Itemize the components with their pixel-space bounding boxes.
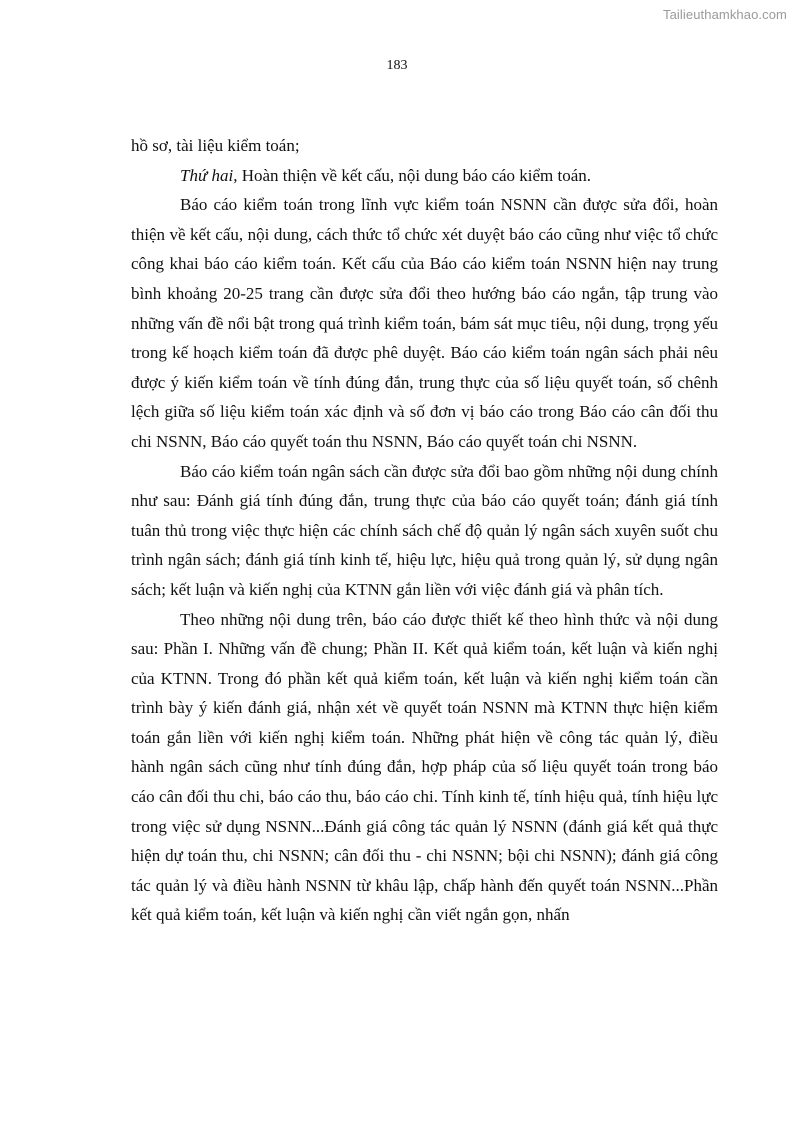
paragraph-continuation: hồ sơ, tài liệu kiểm toán;: [131, 136, 300, 155]
paragraph-lead-italic: Thứ hai,: [180, 165, 238, 185]
page-number: 183: [386, 58, 408, 73]
site-watermark: Tailieuthamkhao.com: [662, 7, 787, 22]
paragraph-heading-text: Hoàn thiện về kết cấu, nội dung báo cáo kiểm toán.: [237, 165, 592, 185]
paragraph-second-heading: [131, 161, 718, 191]
paragraph-audit-report-structure: Báo cáo kiểm toán trong lĩnh vực kiểm toán NSNN cần được sửa đổi, hoàn thiện về kết cấu, nội dung, cách thức tổ chức xét duyệt báo cáo cũng như việc tổ chức công khai báo cáo kiểm toán. Kết cấu của Báo cáo kiểm toán NSNN hiện nay trung bình khoảng 20-25 trang cần được sửa đổi theo hướng báo cáo ngắn, tập trung vào những vấn đề nổi bật trong quá trình kiểm toán, bám sát mục tiêu, nội dung, trọng yếu trong kế hoạch kiểm toán đã được phê duyệt. Báo cáo kiểm toán ngân sách phải nêu được ý kiến kiểm toán về tính đúng đắn, trung thực của số liệu quyết toán, số chênh lệch giữa số liệu kiểm toán xác định và số đơn vị báo cáo trong Báo cáo cân đối thu chi NSNN, Báo cáo quyết toán thu NSNN, Báo cáo quyết toán chi NSNN.: [131, 195, 718, 451]
paragraph-audit-report-contents: Báo cáo kiểm toán ngân sách cần được sửa đổi bao gồm những nội dung chính như sau: Đánh giá tính đúng đắn, trung thực của báo cáo quyết toán; đánh giá tính tuân thủ trong việc thực hiện các chính sách chế độ quản lý ngân sách xuyên suốt chu trình ngân sách; đánh giá tính kinh tế, hiệu lực, hiệu quả trong quản lý, sử dụng ngân sách; kết luận và kiến nghị của KTNN gắn liền với việc đánh giá và phân tích.: [131, 461, 718, 599]
paragraph-report-design: Theo những nội dung trên, báo cáo được thiết kế theo hình thức và nội dung sau: Phần I. Những vấn đề chung; Phần II. Kết quả kiểm toán, kết luận và kiến nghị của KTNN. Trong đó phần kết quả kiểm toán, kết luận và kiến nghị kiểm toán cần trình bày ý kiến đánh giá, nhận xét về quyết toán NSNN mà KTNN thực hiện kiểm toán gắn liền với kiến nghị kiểm toán. Những phát hiện về công tác quản lý, điều hành ngân sách cũng như tính đúng đắn, hợp pháp của số liệu quyết toán trong báo cáo cân đối thu chi, báo cáo thu, báo cáo chi. Tính kinh tế, tính hiệu quả, tính hiệu lực trong việc sử dụng NSNN...Đánh giá công tác quản lý NSNN (đánh giá kết quả thực hiện dự toán thu, chi NSNN; cân đối thu - chi NSNN; bội chi NSNN); đánh giá công tác quản lý và điều hành NSNN từ khâu lập, chấp hành đến quyết toán NSNN...Phần kết quả kiểm toán, kết luận và kiến nghị cần viết ngắn gọn, nhấn: [131, 609, 718, 925]
document-body: [131, 131, 718, 930]
